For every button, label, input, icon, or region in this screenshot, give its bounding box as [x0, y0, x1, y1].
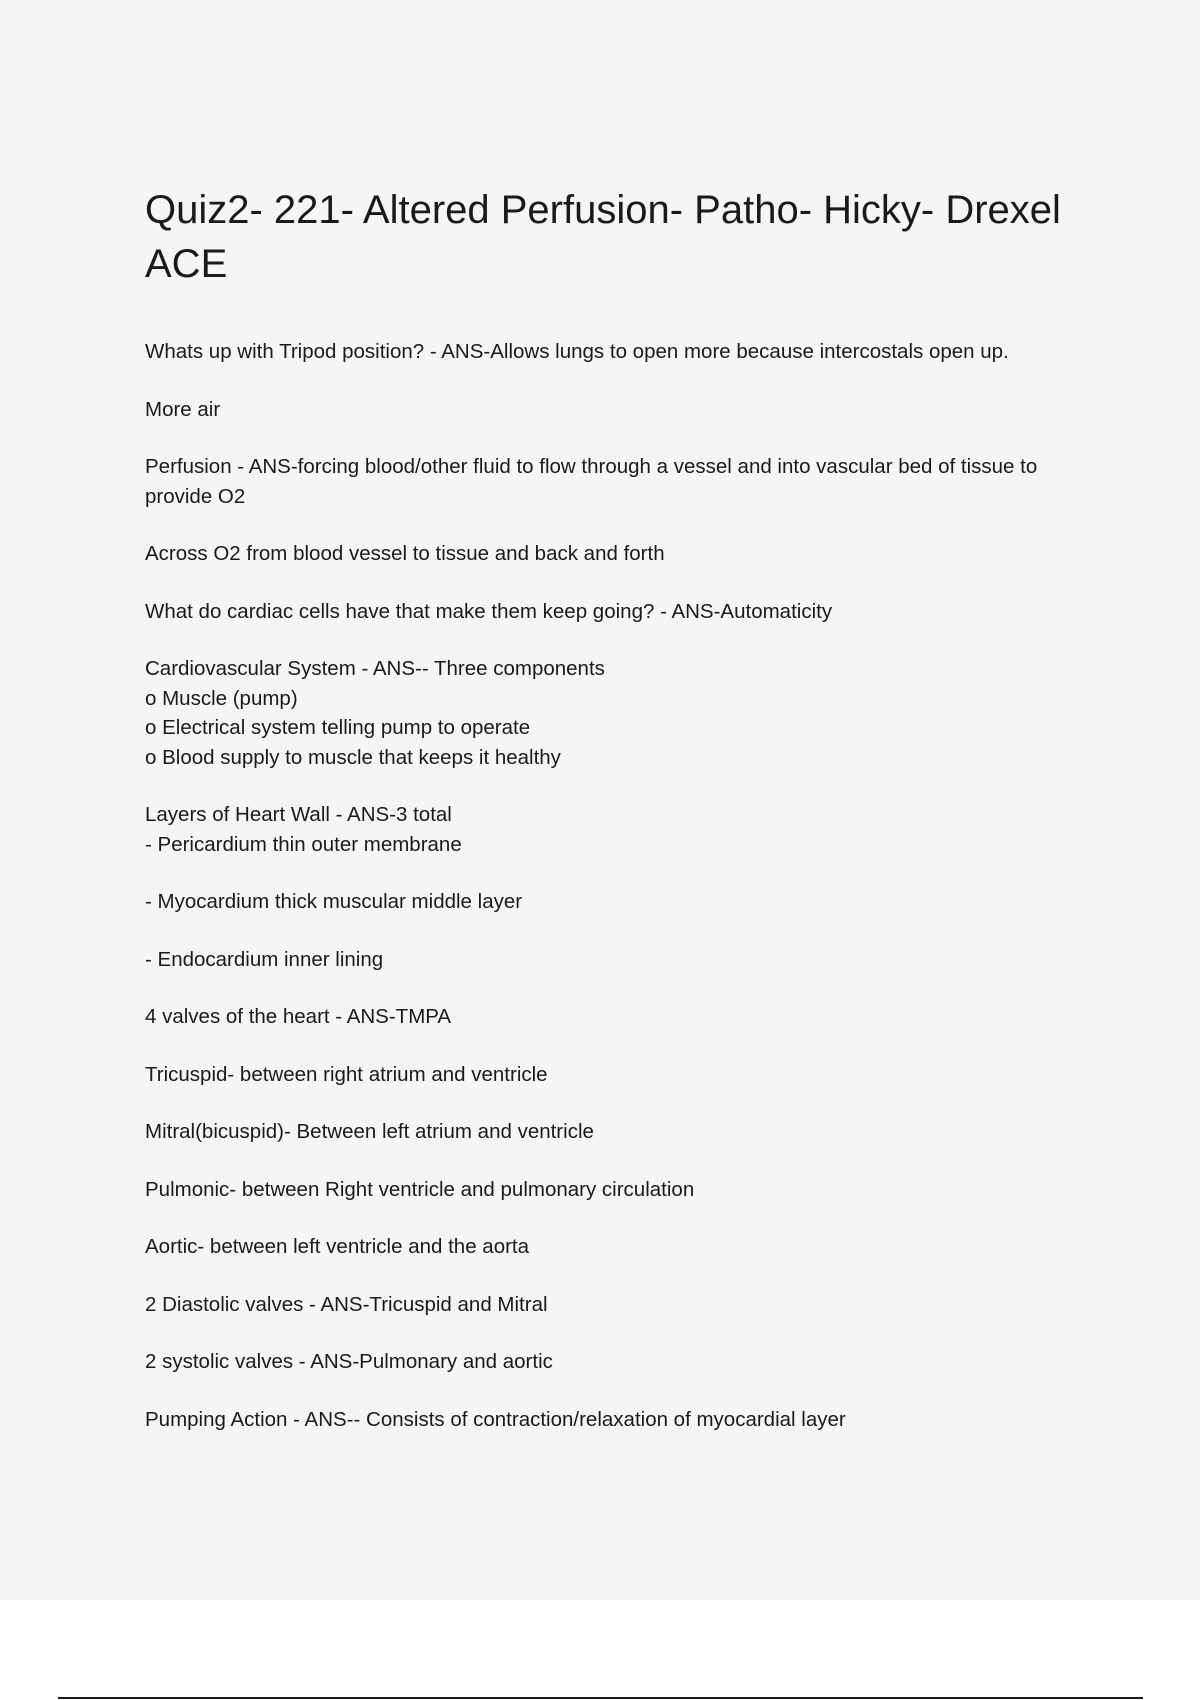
- paragraph-tripod: Whats up with Tripod position? - ANS-Allows lungs to open more because intercostals open up.: [145, 340, 1009, 363]
- paragraph-aortic: Aortic- between left ventricle and the aorta: [145, 1235, 530, 1258]
- paragraph-endocardium: - Endocardium inner lining: [145, 947, 384, 971]
- paragraph-more-air: More air: [145, 397, 221, 421]
- paragraph-heart-wall-layers: Layers of Heart Wall - ANS-3 total - Pericardium thin outer membrane: [145, 803, 462, 856]
- paragraph-automaticity: What do cardiac cells have that make them keep going? - ANS-Automaticity: [145, 599, 833, 623]
- paragraph-four-valves: 4 valves of the heart - ANS-TMPA: [145, 1005, 452, 1028]
- paragraph-mitral: Mitral(bicuspid)- Between left atrium and ventricle: [145, 1120, 594, 1143]
- paragraph-perfusion: Perfusion - ANS-forcing blood/other fluid to flow through a vessel and into vascular bed of tissue to provide O2: [145, 455, 1038, 508]
- paragraph-pumping-action: Pumping Action - ANS-- Consists of contraction/relaxation of myocardial layer: [145, 1407, 846, 1431]
- paragraph-cardiovascular-system: Cardiovascular System - ANS-- Three components o Muscle (pump) o Electrical system telling pump to operate o Blood supply to muscle that keeps it healthy: [145, 657, 605, 769]
- document-title: Quiz2- 221- Altered Perfusion- Patho- Hicky- Drexel ACE: [145, 188, 1061, 286]
- paragraph-systolic-valves: 2 systolic valves - ANS-Pulmonary and aortic: [145, 1350, 553, 1373]
- paragraph-across-o2: Across O2 from blood vessel to tissue and back and forth: [145, 542, 665, 565]
- paragraph-pulmonic: Pulmonic- between Right ventricle and pulmonary circulation: [145, 1177, 695, 1201]
- document-content: [145, 183, 1105, 1462]
- paragraph-tricuspid: Tricuspid- between right atrium and ventricle: [145, 1062, 548, 1086]
- paragraph-diastolic-valves: 2 Diastolic valves - ANS-Tricuspid and Mitral: [145, 1292, 548, 1316]
- paragraph-myocardium: - Myocardium thick muscular middle layer: [145, 890, 523, 913]
- page-divider: [58, 1697, 1143, 1699]
